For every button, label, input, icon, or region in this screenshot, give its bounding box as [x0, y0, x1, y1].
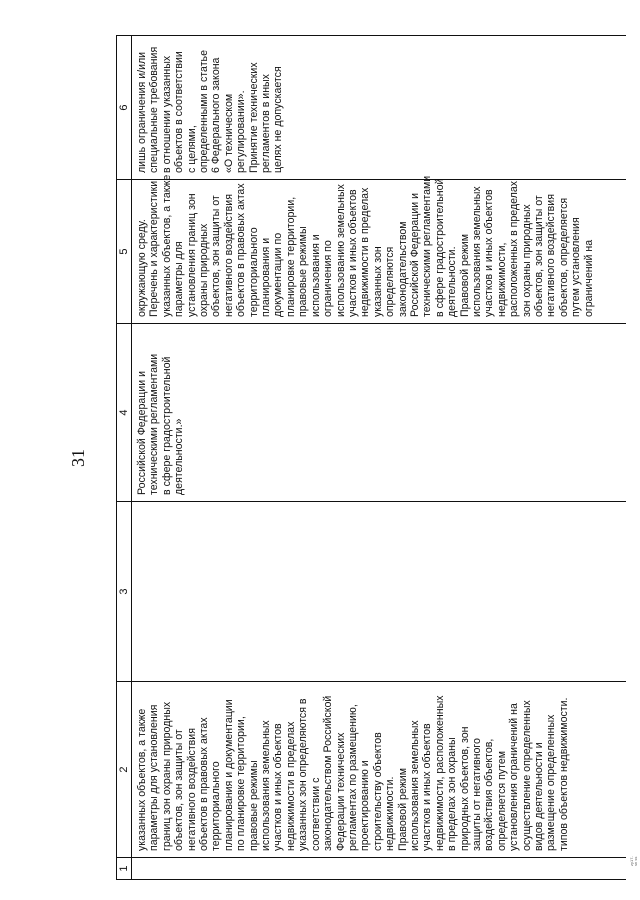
text-line: указанных объектов, а также: [160, 174, 173, 317]
text-line: ограничения по: [322, 240, 335, 317]
text-line: правовые режимы: [297, 226, 310, 317]
text-line: расположенных в пределах: [508, 180, 521, 317]
cell-col-3: [132, 502, 627, 682]
text-line: регламентов в иных: [260, 74, 273, 173]
text-line: объектов, зон защиты от: [173, 729, 186, 851]
text-line: зон охраны природных: [520, 204, 533, 317]
text-line: осуществление определенных: [520, 700, 533, 851]
text-line: защиты от негативного: [470, 738, 483, 851]
text-line: техническими регламентами: [148, 353, 161, 495]
text-line: объектов в соответствии: [173, 51, 186, 173]
column-header-1: 1: [117, 858, 132, 880]
cell-col-5: [132, 174, 627, 324]
text-line: Перечень и характеристики: [148, 180, 161, 317]
text-line: типов объектов недвижимости.: [557, 697, 570, 851]
cell-col-4: [132, 324, 627, 502]
text-line: использования земельных: [470, 186, 483, 317]
cell-col-2: [132, 682, 627, 858]
text-line: природных объектов, зон: [458, 726, 471, 851]
text-line: определенными в статье: [198, 50, 211, 173]
cell-col-6: [132, 36, 627, 180]
text-line: параметры для установления: [148, 704, 161, 851]
text-line: определяется путем: [495, 750, 508, 851]
text-line: документации по: [272, 232, 285, 317]
text-line: «О техническом: [222, 93, 235, 173]
rotated-document-page: [64, 28, 624, 888]
text-line: законодательством Российской: [322, 695, 335, 851]
text-line: объектов, определяется: [557, 197, 570, 317]
text-line: специальные требования: [148, 46, 161, 173]
text-line: использования и: [309, 234, 322, 317]
column-number-row: [117, 36, 132, 880]
text-line: Российской Федерации и: [136, 370, 148, 495]
text-line: объектов в правовых актах: [235, 183, 248, 317]
cell-col-1: [132, 858, 627, 880]
column-header-2: 2: [117, 682, 132, 858]
text-line: объектов, зон защиты от: [210, 195, 223, 317]
text-line: в сфере градостроительной: [433, 178, 446, 317]
text-line: размещение определенных: [545, 714, 558, 851]
text-line: строительству объектов: [371, 732, 384, 851]
text-line: участков и иных объектов: [346, 189, 359, 317]
text-line: в отношении указанных: [160, 55, 173, 173]
page-number: 31: [68, 449, 88, 467]
text-line: установления границ зон: [185, 193, 198, 317]
text-line: Принятие технических: [247, 62, 260, 173]
text-line: воздействия объектов,: [483, 738, 496, 851]
text-line: территориального: [210, 761, 223, 851]
text-line: окружающую среду.: [136, 219, 148, 317]
text-line: целях не допускается: [272, 66, 285, 173]
text-line: недвижимости, расположенных: [433, 695, 446, 851]
text-line: планирования и документации: [222, 699, 235, 851]
text-line: участков и иных объектов: [272, 723, 285, 851]
text-line: определяются: [384, 246, 397, 317]
column-header-5: 5: [117, 180, 132, 324]
text-line: в сфере градостроительной: [160, 356, 173, 495]
text-line: параметры для: [173, 241, 186, 317]
text-line: техническими регламентами: [421, 175, 434, 317]
document-table: [116, 35, 626, 880]
text-line: Федерации технических: [334, 732, 347, 851]
text-line: границ зон охраны природных: [160, 701, 173, 851]
text-line: использования земельных: [408, 720, 421, 851]
text-line: указанных зон: [371, 246, 384, 317]
text-line: регламентах по размещению,: [346, 704, 359, 851]
text-line: лишь ограничения и/или: [136, 51, 148, 173]
text-line: в пределах зон охраны: [446, 737, 459, 851]
text-line: проектированию и: [359, 760, 372, 851]
text-line: правовые режимы: [247, 760, 260, 851]
text-line: участков и иных объектов: [421, 723, 434, 851]
text-line: 6 Федерального закона: [210, 57, 223, 173]
text-line: негативного воздействия: [545, 194, 558, 317]
text-line: участков и иных объектов: [483, 189, 496, 317]
text-line: недвижимости,: [495, 242, 508, 317]
table-row: [132, 36, 627, 880]
text-line: недвижимости в пределах: [284, 721, 297, 851]
text-line: регулировании».: [235, 90, 248, 173]
text-line: установления ограничений на: [508, 703, 521, 851]
text-line: объектов в правовых актах: [198, 717, 211, 851]
text-line: указанных объектов, а также: [136, 708, 148, 851]
text-line: Правовой режим: [458, 233, 471, 317]
text-line: по планировке территории,: [235, 716, 248, 851]
text-line: видов деятельности и: [533, 742, 545, 851]
text-line: с целями,: [185, 125, 198, 173]
text-line: негативного воздействия: [222, 194, 235, 317]
text-line: деятельности.: [446, 246, 459, 317]
text-line: объектов, зон защиты от: [533, 195, 545, 317]
text-line: путем установления: [570, 217, 583, 317]
text-line: недвижимости в пределах: [359, 187, 372, 317]
text-line: использования земельных: [260, 720, 273, 851]
text-line: ограничений на: [582, 239, 595, 317]
text-line: соответствии с: [309, 777, 322, 851]
footer-mark: zy17-sn ss: [629, 856, 638, 866]
text-line: законодательством: [396, 221, 409, 317]
text-line: охраны природных: [198, 223, 211, 317]
text-line: использованию земельных: [334, 184, 347, 317]
text-line: планирования и: [260, 237, 273, 317]
text-line: планировке территории,: [284, 196, 297, 317]
column-header-4: 4: [117, 324, 132, 502]
text-line: Правовой режим: [396, 767, 409, 851]
text-line: деятельности.»: [173, 418, 186, 495]
column-header-3: 3: [117, 502, 132, 682]
text-line: территориального: [247, 227, 260, 317]
text-line: указанных зон определяются в: [297, 698, 310, 851]
text-line: негативного воздействия: [185, 728, 198, 851]
text-line: недвижимости.: [384, 776, 397, 851]
column-header-6: 6: [117, 36, 132, 180]
text-line: Российской Федерации и: [408, 192, 421, 317]
